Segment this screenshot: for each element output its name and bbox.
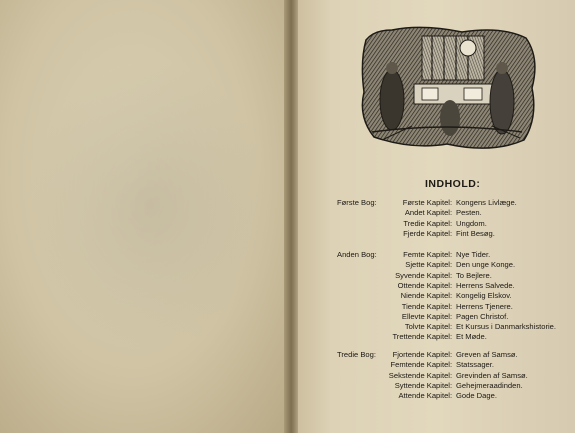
chapter-number: Fjortende Kapitel — [392, 350, 450, 359]
separator: : — [450, 322, 453, 332]
chapter-title: Et Møde. — [456, 332, 487, 342]
chapter-number: Andet Kapitel — [404, 208, 450, 218]
book-label: Tredie Bog: — [337, 350, 376, 359]
chapter-title: Gode Dage. — [456, 391, 497, 401]
toc-heading: INDHOLD: — [425, 178, 481, 190]
chapter-title: Statssager. — [456, 360, 494, 370]
chapter-title: Kongelig Elskov. — [456, 291, 512, 301]
separator: : — [450, 218, 453, 228]
separator: : — [450, 360, 453, 370]
chapter-number: Femtende Kapitel — [390, 360, 450, 370]
chapter-number: Trettende Kapitel — [392, 332, 450, 342]
separator: : — [450, 260, 453, 270]
separator: : — [450, 270, 453, 280]
chapter-number: Ottende Kapitel — [397, 280, 450, 290]
separator: : — [450, 370, 453, 380]
separator: : — [450, 311, 453, 321]
chapter-number: Tredie Kapitel — [403, 218, 450, 228]
chapter-title: To Bejlere. — [456, 270, 492, 280]
chapter-number: Niende Kapitel — [400, 291, 450, 301]
chapter-title: Fint Besøg. — [456, 228, 495, 238]
chapter-number: Tiende Kapitel — [401, 301, 450, 311]
chapter-title: Greven af Samsø. — [456, 350, 518, 359]
chapter-number: Syttende Kapitel — [394, 380, 450, 390]
separator: : — [450, 291, 453, 301]
chapter-title: Pesten. — [456, 208, 482, 218]
separator: : — [450, 228, 453, 238]
book-label: Anden Bog: — [337, 250, 377, 259]
separator: : — [450, 250, 453, 259]
chapter-title: Herrens Tjenere. — [456, 301, 513, 311]
plate-impression — [30, 60, 270, 350]
engraved-vignette — [352, 22, 542, 155]
chapter-title: Ungdom. — [456, 218, 487, 228]
chapter-title: Grevinden af Samsø. — [456, 370, 528, 380]
separator: : — [450, 208, 453, 218]
chapter-title: Den unge Konge. — [456, 260, 516, 270]
chapter-number: Sjette Kapitel — [405, 260, 450, 270]
separator: : — [450, 198, 453, 207]
separator: : — [450, 350, 453, 359]
separator: : — [450, 391, 453, 401]
chapter-title: Kongens Livlæge. — [456, 198, 517, 207]
separator: : — [450, 280, 453, 290]
separator: : — [450, 332, 453, 342]
chapter-title: Herrens Salvede. — [456, 280, 515, 290]
chapter-title: Gehejmeraadinden. — [456, 380, 523, 390]
chapter-number: Første Kapitel — [402, 198, 450, 207]
chapter-number: Femte Kapitel — [403, 250, 450, 259]
chapter-title: Et Kursus i Danmarkshistorie. — [456, 322, 557, 332]
book-label: Første Bog: — [337, 198, 377, 207]
chapter-number: Attende Kapitel — [398, 391, 450, 401]
chapter-number: Sekstende Kapitel — [388, 370, 450, 380]
chapter-title: Nye Tider. — [456, 250, 491, 259]
chapter-number: Fjerde Kapitel — [403, 228, 450, 238]
separator: : — [450, 301, 453, 311]
separator: : — [450, 380, 453, 390]
chapter-number: Syvende Kapitel — [395, 270, 450, 280]
chapter-number: Ellevte Kapitel — [401, 311, 450, 321]
chapter-title: Pagen Christof. — [456, 311, 509, 321]
chapter-number: Tolvte Kapitel — [404, 322, 450, 332]
